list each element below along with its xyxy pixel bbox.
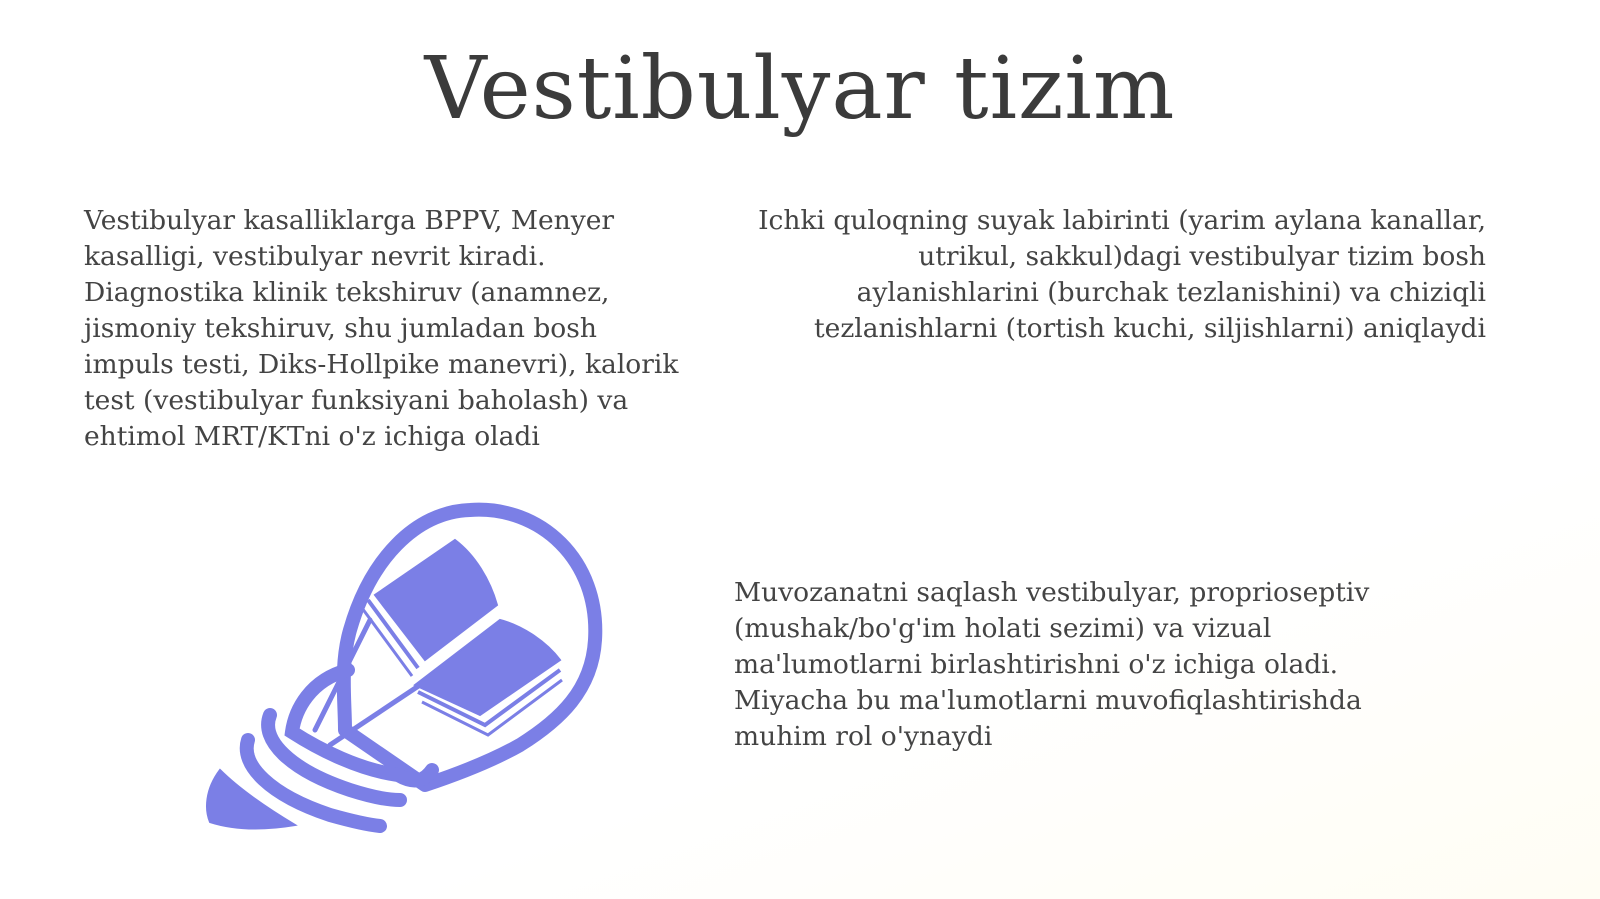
bottom-paragraph: Muvozanatni saqlash vestibulyar, proprioseptiv (mushak/bo'g'im holati sezimi) va vizual ma'lumotlarni birlashtirishni o'z ichiga oladi. Miyacha bu ma'lumotlarni muvofiqlashtirishda muhim rol o'ynaydi xyxy=(734,577,1370,752)
slide-title: Vestibulyar tizim xyxy=(424,39,1176,139)
right-paragraph: Ichki quloqning suyak labirinti (yarim aylana kanallar, utrikul, sakkul)dagi vestibulyar tizim bosh aylanishlarini (burchak tezlanishini) va chiziqli tezlanishlarni (tortish kuchi, siljishlarni) aniqlaydi xyxy=(758,205,1486,344)
left-paragraph: Vestibulyar kasalliklarga BPPV, Menyer kasalligi, vestibulyar nevrit kiradi. Diagnostika klinik tekshiruv (anamnez, jismoniy tekshiruv, shu jumladan bosh impuls testi, Diks-Hollpike manevri), kalorik test (vestibulyar funksiyani baholash) va ehtimol MRT/KTni o'z ichiga oladi xyxy=(84,205,679,452)
lightbulb-book-icon xyxy=(200,500,620,850)
